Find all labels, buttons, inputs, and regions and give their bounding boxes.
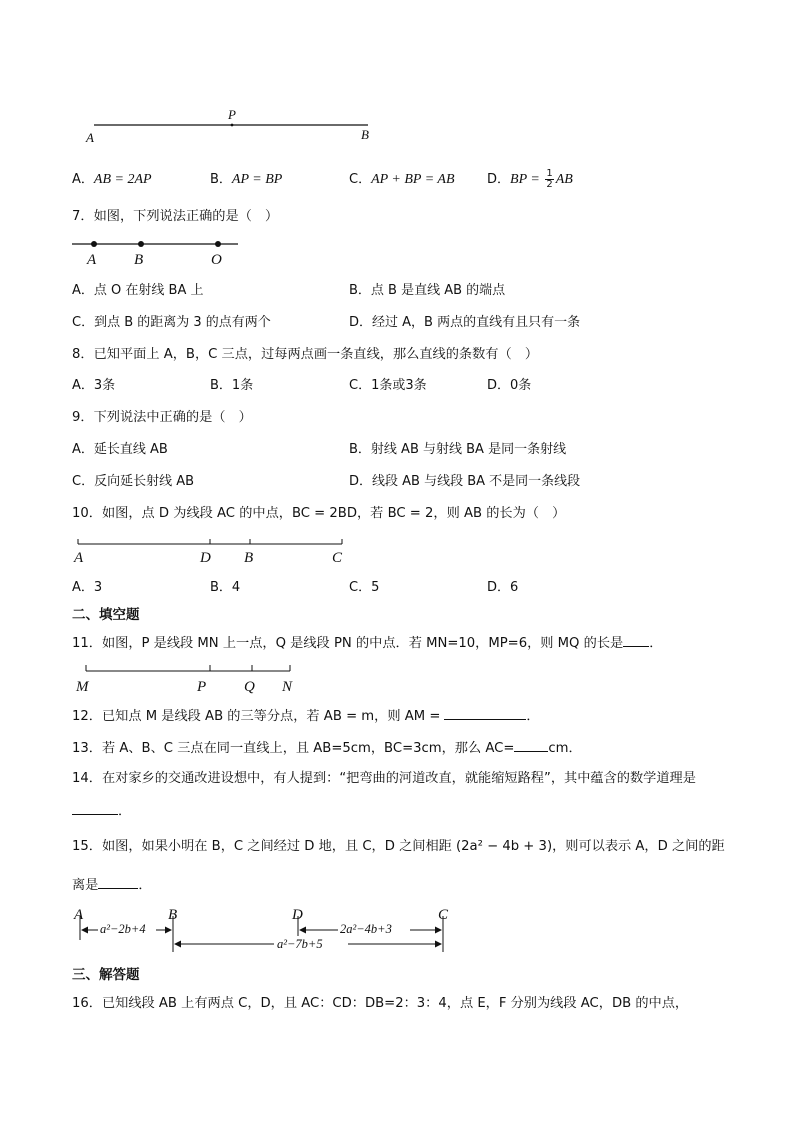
q10-option-b: B．4 [210,580,241,595]
answer-blank[interactable] [623,633,649,647]
q16-stem: 16．已知线段 AB 上有两点 C，D，且 AC：CD：DB=2：3：4，点 E，F 分别为线段 AC，DB 的中点， [72,996,689,1011]
figure-segment-adbc [72,534,362,568]
label-A: A [87,252,97,268]
q9-option-b: B．射线 AB 与射线 BA 是同一条射线 [349,442,567,457]
q8-stem: 8．已知平面上 A，B，C 三点，过每两点画一条直线，那么直线的条数有（ ） [72,347,539,362]
label-B: B [134,252,144,268]
label-Q: Q [244,679,255,695]
answer-blank[interactable] [98,875,138,889]
answer-blank[interactable] [72,801,118,815]
segment-dc-length: 2a²−4b+3 [340,922,392,936]
q9-option-c: C．反向延长射线 AB [72,474,195,489]
q9-option-d: D．线段 AB 与线段 BA 不是同一条线段 [349,474,581,489]
label-P: P [228,107,236,122]
label-C: C [332,550,343,566]
q10-option-d: D．6 [487,580,519,595]
section-solution-heading: 三、解答题 [72,967,140,983]
label-P: P [197,679,207,695]
q10-option-c: C．5 [349,580,380,595]
fraction-one-half: $\frac{1}{2}$ [546,168,553,190]
q7-option-b: B．点 B 是直线 AB 的端点 [349,283,506,298]
q6-option-d: D．BP = $\frac{1}{2}$ AB [487,168,573,190]
label-B: B [244,550,254,566]
q9-stem: 9．下列说法中正确的是（ ） [72,410,252,425]
label-A: A [74,550,84,566]
q8-option-b: B．1条 [210,378,254,393]
segment-ab-length: a²−2b+4 [100,922,146,936]
q6-option-b: B．AP = BP [210,172,283,187]
q14-stem: 14．在对家乡的交通改进设想中，有人提到：“把弯曲的河道改直，就能缩短路程”，其中蕴含的数学道理是 [72,771,696,786]
q12-stem: 12．已知点 M 是线段 AB 的三等分点，若 AB = m，则 AM = ． [72,706,540,726]
q8-option-c: C．1条或3条 [349,378,427,393]
q8-option-a: A．3条 [72,378,116,393]
q6-option-c: C．AP + BP = AB [349,172,455,187]
q9-option-a: A．延长直线 AB [72,442,168,457]
q15-answer-line: 离是 ． [72,875,152,895]
section-fill-in-heading: 二、填空题 [72,607,140,623]
q13-stem: 13．若 A、B、C 三点在同一直线上，且 AB=5cm，BC=3cm，那么 AC= cm． [72,738,582,758]
label-A: A [86,130,94,145]
label-O: O [211,252,222,268]
q14-answer-line: ． [72,801,131,821]
figure-distance-diagram [72,906,462,956]
q8-option-d: D．0条 [487,378,532,393]
segment-bc-length: a²−7b+5 [277,937,323,951]
q6-option-a: A．AB = 2AP [72,172,152,187]
label-B: B [168,907,178,923]
label-D: D [200,550,211,566]
answer-blank[interactable] [444,706,526,720]
figure-line-abo [70,234,250,268]
label-B: B [361,127,369,142]
q10-stem: 10．如图，点 D 为线段 AC 的中点，BC = 2BD，若 BC = 2，则 AB 的长为（ ） [72,506,566,521]
label-N: N [282,679,293,695]
label-D: D [292,907,303,923]
q7-stem: 7．如图，下列说法正确的是（ ） [72,209,279,224]
q7-option-a: A．点 O 在射线 BA 上 [72,283,204,298]
figure-segment-mpqn [76,661,306,695]
q7-option-d: D．经过 A，B 两点的直线有且只有一条 [349,315,581,330]
q10-option-a: A．3 [72,580,103,595]
q15-stem: 15．如图，如果小明在 B，C 之间经过 D 地，且 C，D 之间相距 (2a² − 4b + 3)，则可以表示 A，D 之间的距 [72,839,725,854]
answer-blank[interactable] [514,738,548,752]
q7-option-c: C．到点 B 的距离为 3 的点有两个 [72,315,271,330]
figure-segment-apb [80,104,380,146]
label-A: A [74,907,84,923]
label-M: M [76,679,89,695]
label-C: C [438,907,449,923]
q11-stem: 11．如图，P 是线段 MN 上一点，Q 是线段 PN 的中点．若 MN=10，MP=6，则 MQ 的长是 ． [72,633,662,653]
